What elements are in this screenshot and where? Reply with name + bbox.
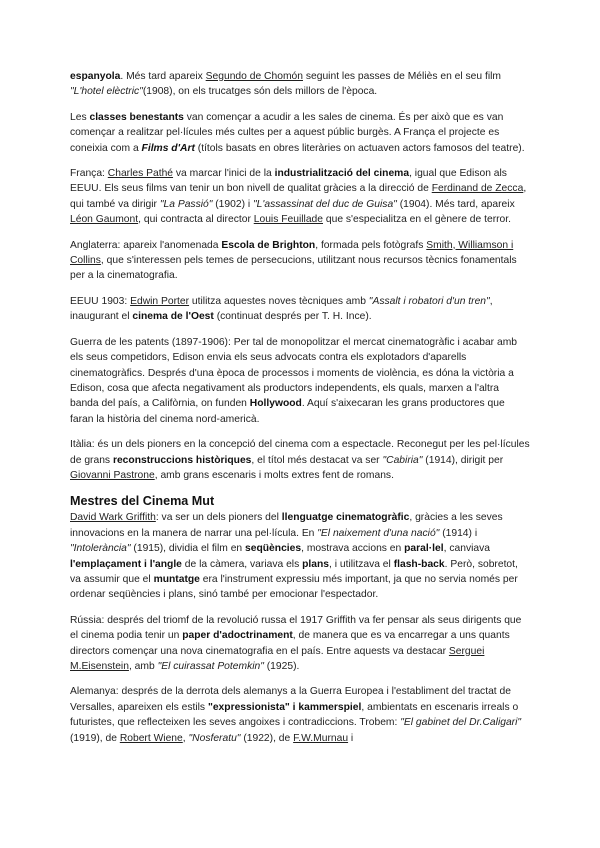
bold-term: Hollywood xyxy=(249,398,302,410)
link-smith-williamson-collins[interactable]: Smith, Williamson i Collins xyxy=(70,239,514,267)
text: (continuat després per T. H. Ince). xyxy=(213,311,372,323)
text: (1915), dividia el film en xyxy=(130,543,246,555)
film-title: "Intolerància" xyxy=(70,543,131,555)
link-louis-feuillade[interactable]: Louis Feuillade xyxy=(253,214,323,226)
text: , gràcies a les seves innovacions en la manera de narrar una pel·lícula. En xyxy=(70,512,503,539)
text: (1908), on els trucatges són dels millors de l'època. xyxy=(142,86,378,98)
paragraph-franca xyxy=(70,166,530,228)
text: va marcar l'inici de la xyxy=(173,168,275,180)
bold-term: reconstruccions històriques xyxy=(112,454,252,466)
bold-term: l'emplaçament i l'angle xyxy=(70,558,182,570)
text: (1914), dirigit per xyxy=(422,454,504,466)
link-charles-pathe[interactable]: Charles Pathé xyxy=(107,168,174,180)
film-title: "La Passió" xyxy=(159,198,213,210)
link-david-wark-griffith[interactable]: David Wark Griffith xyxy=(70,512,156,524)
link-serguei-eisenstein[interactable]: Serguei M.Eisenstein xyxy=(70,645,485,672)
film-title: "Cabiria" xyxy=(382,454,423,466)
text: (1919), de xyxy=(70,732,120,744)
text: , xyxy=(182,732,189,744)
text: (títols basats en obres literàries on actuaven actors famosos del teatre). xyxy=(194,142,525,154)
paragraph-classes-benestants xyxy=(70,110,530,156)
film-title: "El cuirassat Potemkin" xyxy=(157,661,264,672)
paragraph-griffith xyxy=(70,510,530,602)
bold-term: seqüències xyxy=(245,543,302,555)
text: , inaugurant el xyxy=(70,295,493,323)
text: EEUU 1903: xyxy=(70,295,131,307)
film-title: "Assalt i robatori d'un tren" xyxy=(368,295,490,307)
text: (1925). xyxy=(263,661,300,672)
bold-term: plans xyxy=(302,558,330,570)
link-fw-murnau[interactable]: F.W.Murnau xyxy=(293,732,349,744)
link-segundo-de-chomon[interactable]: Segundo de Chomón xyxy=(205,71,303,82)
text: , formada pels fotògrafs xyxy=(315,239,427,251)
text: van començar a acudir a les sales de cinema. És per això que es van començar a realitzar pel·lícules més cultes per a aquest públic burgès. A França el projecte es coneixia com a xyxy=(70,111,504,154)
film-title: "El gabinet del Dr.Caligari" xyxy=(400,717,522,729)
text: Anglaterra: apareix l'anomenada xyxy=(70,239,222,251)
text: , amb grans escenaris i molts extres fent de romans. xyxy=(154,469,394,481)
paragraph-anglaterra xyxy=(70,238,530,284)
link-giovanni-pastrone[interactable]: Giovanni Pastrone xyxy=(70,469,155,481)
bold-term: paper d'adoctrinament xyxy=(182,630,293,642)
paragraph-spain xyxy=(70,69,530,100)
text: (1914) i xyxy=(439,527,478,539)
paragraph-russia xyxy=(70,613,530,675)
paragraph-eeuu xyxy=(70,294,530,325)
text: Itàlia: és un dels pioners en la concepció del cinema com a espectacle. Reconegut per les pel·lícules de grans xyxy=(70,439,530,466)
bold-term: "expressionista" i kammerspiel xyxy=(207,701,362,713)
text: , qui contracta al director xyxy=(138,214,254,226)
text: , mostrava accions en xyxy=(301,543,405,555)
text: . Aquí s'aixecaran les grans productores que faran la història del cinema nord-americà. xyxy=(70,398,505,425)
bold-term: cinema de l'Oest xyxy=(132,311,214,323)
bold-term: industrialització del cinema xyxy=(274,168,410,180)
text: . Més tard apareix xyxy=(120,71,206,82)
text: França: xyxy=(70,168,108,180)
paragraph-guerra-patents xyxy=(70,335,530,427)
text: , ambientats en escenaris irreals o futuristes, que reflecteixen les seves angoixes i contradiccions. Trobem: xyxy=(70,701,519,729)
text: i xyxy=(348,732,354,744)
film-title: "Nosferatu" xyxy=(188,732,241,744)
text: de la càmera, variava els xyxy=(181,558,303,570)
text: , el títol més destacat va ser xyxy=(251,454,383,466)
text: Guerra de les patents (1897-1906): Per tal de monopolitzar el mercat cinematogràfic i acabar amb els seus competidors, Edison envia els seus advocats contra els explotadors d'aparells cinematogràfics. Després d'una època de processos i moments de violència, es dóna la victòria a Edison, cosa que afecta negativament als productors independents, els quals, marxen a l'altra banda del país, a Califòrnia, on funden xyxy=(70,336,517,410)
paragraph-alemanya xyxy=(70,684,530,746)
text: , de manera que es va encarregar a uns quants directors començar una nova cinematografia en el país. Entre aquests va destacar xyxy=(70,630,510,657)
text: , igual que Edison als EEUU. Els seus films van tenir un bon nivell de qualitat gràcies a la direcció de xyxy=(70,168,507,195)
link-ferdinand-de-zecca[interactable]: Ferdinand de Zecca xyxy=(431,183,524,195)
paragraph-italia xyxy=(70,437,530,483)
bold-term: classes benestants xyxy=(89,111,184,123)
bold-term: flash-back xyxy=(393,558,445,570)
film-title: "L'hotel elèctric" xyxy=(70,86,143,98)
text: , qui també va dirigir xyxy=(70,183,527,210)
text: Les xyxy=(70,111,90,123)
text: seguint les passes de Méliès en el seu film xyxy=(302,71,502,82)
document-body xyxy=(70,69,530,756)
bold-italic-term: Films d'Art xyxy=(141,142,195,154)
text: que s'especialitza en el gènere de terror. xyxy=(323,214,511,226)
text: era l'instrument expressiu més important, ja que no servia només per ordenar seqüències i plans, sinó també per emocionar l'espectador. xyxy=(70,573,518,601)
bold-term: llenguatge cinematogràfic xyxy=(281,512,410,524)
text: . Però, sobretot, va assumir que el xyxy=(70,558,518,585)
section-heading: Mestres del Cinema Mut xyxy=(70,494,215,509)
text: , que s'interessen pels temes de persecucions, utilitzant nous recursos tècnics fonamentals per a la cinematografia. xyxy=(70,255,517,282)
text: (1902) i xyxy=(212,198,254,210)
film-title: "El naixement d'una nació" xyxy=(317,527,440,539)
text: (1904). Més tard, apareix xyxy=(396,198,515,210)
text: : va ser un dels pioners del xyxy=(155,512,282,524)
text: , amb xyxy=(128,661,158,672)
text: Rússia: després del triomf de la revolució russa el 1917 Griffith va fer pensar als seus dirigents que el cinema podia tenir un xyxy=(70,614,522,642)
bold-term: espanyola xyxy=(70,71,121,82)
bold-term: Escola de Brighton xyxy=(221,239,316,251)
text: utilitza aquestes noves tècniques amb xyxy=(189,295,369,307)
film-title: "L'assassinat del duc de Guisa" xyxy=(253,198,397,210)
bold-term: paral·lel xyxy=(404,543,444,555)
link-leon-gaumont[interactable]: Léon Gaumont xyxy=(70,214,139,226)
text: Alemanya: després de la derrota dels alemanys a la Guerra Europea i l'establiment del tractat de Versalles, apareixen els estils xyxy=(70,686,511,713)
text: (1922), de xyxy=(240,732,294,744)
text: , canviava xyxy=(443,543,490,555)
text: , i utilitzava el xyxy=(329,558,394,570)
link-edwin-porter[interactable]: Edwin Porter xyxy=(130,295,190,307)
bold-term: muntatge xyxy=(153,573,200,585)
link-robert-wiene[interactable]: Robert Wiene xyxy=(119,732,183,744)
